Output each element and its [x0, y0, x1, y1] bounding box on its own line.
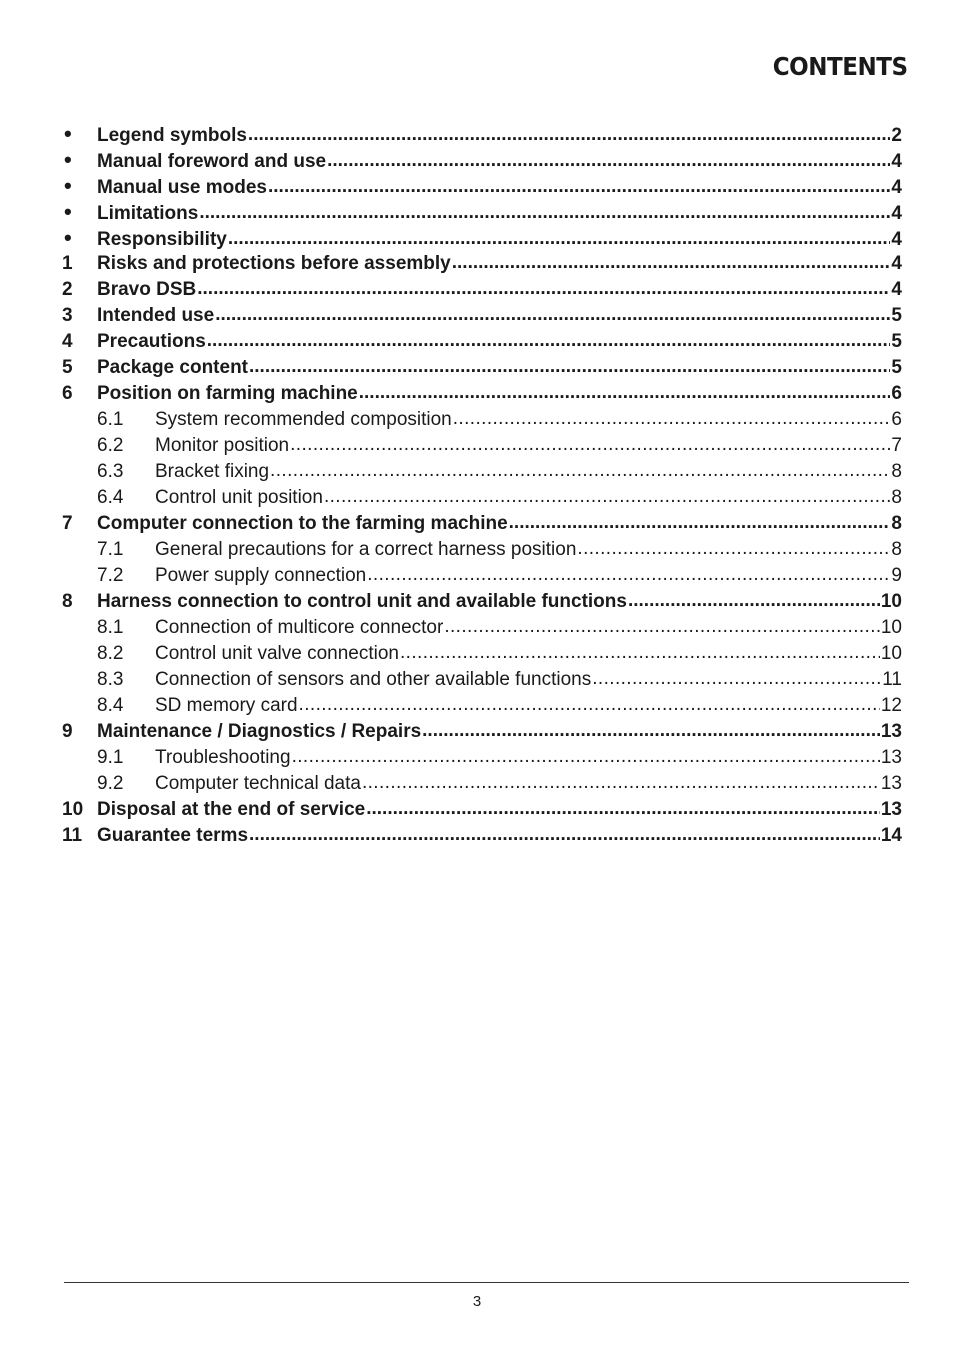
toc-entry-page: 8	[891, 487, 902, 508]
toc-entry-number: 2	[62, 279, 73, 300]
toc-entry-page: 10	[880, 643, 902, 664]
toc-entry-title: Control unit valve connection	[155, 643, 399, 664]
bullet-icon: •	[64, 147, 72, 172]
toc-entry-page: 5	[891, 357, 902, 378]
dot-leader	[228, 226, 891, 252]
toc-entry-number: 9.2	[97, 773, 124, 794]
dot-leader	[248, 122, 891, 148]
toc-entry-title: Harness connection to control unit and available functions	[97, 591, 627, 612]
toc-entry-page: 8	[891, 461, 902, 482]
toc-entry-page: 10	[880, 617, 902, 638]
dot-leader	[362, 770, 880, 796]
dot-leader	[268, 174, 890, 200]
bullet-icon: •	[64, 225, 72, 250]
toc-entry[interactable]	[62, 719, 902, 745]
dot-leader	[327, 148, 890, 174]
toc-entry[interactable]	[62, 563, 902, 589]
dot-leader	[207, 328, 891, 354]
toc-entry-page: 5	[891, 305, 902, 326]
dot-leader	[422, 718, 880, 744]
toc-entry-number: 6.3	[97, 461, 124, 482]
toc-entry-number: 6	[62, 383, 73, 404]
toc-entry-page: 2	[891, 125, 902, 146]
toc-entry-title: Disposal at the end of service	[97, 799, 366, 820]
toc-entry-page: 4	[891, 279, 902, 300]
toc-entry[interactable]	[62, 121, 902, 147]
toc-entry-page: 7	[891, 435, 902, 456]
toc-entry[interactable]	[62, 173, 902, 199]
toc-entry-page: 4	[891, 177, 902, 198]
toc-entry[interactable]	[62, 459, 902, 485]
toc-entry[interactable]	[62, 147, 902, 173]
toc-entry[interactable]	[62, 823, 902, 849]
toc-entry[interactable]	[62, 381, 902, 407]
toc-entry-title: Manual foreword and use	[97, 151, 327, 172]
dot-leader	[628, 588, 880, 614]
toc-entry-page: 11	[882, 669, 902, 690]
toc-entry-page: 6	[891, 409, 902, 430]
toc-entry-page: 9	[891, 565, 902, 586]
toc-entry-title: Bracket fixing	[155, 461, 270, 482]
toc-entry-number: 4	[62, 331, 73, 352]
toc-entry-number: 10	[62, 799, 84, 820]
toc-entry[interactable]	[62, 277, 902, 303]
toc-entry[interactable]	[62, 407, 902, 433]
dot-leader	[249, 354, 890, 380]
dot-leader	[366, 796, 880, 822]
toc-entry[interactable]	[62, 641, 902, 667]
toc-entry[interactable]	[62, 433, 902, 459]
bullet-icon: •	[64, 199, 72, 224]
toc-entry-title: Computer connection to the farming machine	[97, 513, 508, 534]
toc-entry-title: Risks and protections before assembly	[97, 253, 451, 274]
toc-entry-title: Legend symbols	[97, 125, 247, 146]
dot-leader	[452, 250, 891, 276]
toc-entry-title: Bravo DSB	[97, 279, 197, 300]
toc-entry-page: 4	[891, 229, 902, 250]
dot-leader	[592, 666, 881, 692]
dot-leader	[324, 484, 890, 510]
footer-divider	[64, 1282, 909, 1283]
toc-entry-number: 5	[62, 357, 73, 378]
toc-entry-page: 13	[880, 799, 902, 820]
dot-leader	[290, 432, 890, 458]
toc-entry-page: 12	[880, 695, 902, 716]
dot-leader	[249, 822, 880, 848]
toc-entry[interactable]	[62, 303, 902, 329]
dot-leader	[453, 406, 891, 432]
toc-entry[interactable]	[62, 615, 902, 641]
toc-entry[interactable]	[62, 797, 902, 823]
toc-entry-title: Manual use modes	[97, 177, 267, 198]
toc-entry-title: General precautions for a correct harness position	[155, 539, 577, 560]
dot-leader	[215, 302, 890, 328]
toc-entry-number: 6.1	[97, 409, 124, 430]
toc-entry-number: 11	[62, 825, 83, 846]
toc-entry-title: Troubleshooting	[155, 747, 291, 768]
toc-entry-number: 6.4	[97, 487, 124, 508]
dot-leader	[197, 276, 890, 302]
toc-entry[interactable]	[62, 251, 902, 277]
toc-entry[interactable]	[62, 537, 902, 563]
toc-entry-page: 4	[891, 253, 902, 274]
dot-leader	[199, 200, 890, 226]
dot-leader	[400, 640, 880, 666]
toc-entry-number: 1	[62, 253, 73, 274]
toc-entry-page: 10	[880, 591, 902, 612]
toc-entry-title: Connection of sensors and other available functions	[155, 669, 592, 690]
toc-entry-title: Limitations	[97, 203, 199, 224]
toc-entry[interactable]	[62, 485, 902, 511]
dot-leader	[292, 744, 880, 770]
toc-entry-title: Responsibility	[97, 229, 227, 250]
toc-entry-title: Guarantee terms	[97, 825, 249, 846]
toc-entry-number: 8.1	[97, 617, 124, 638]
toc-entry[interactable]	[62, 589, 902, 615]
toc-entry-number: 7	[62, 513, 73, 534]
toc-entry-title: Monitor position	[155, 435, 290, 456]
toc-entry-page: 13	[880, 773, 902, 794]
toc-entry-title: Precautions	[97, 331, 206, 352]
toc-entry-number: 7.1	[97, 539, 124, 560]
toc-entry-title: Position on farming machine	[97, 383, 358, 404]
toc-entry-title: SD memory card	[155, 695, 298, 716]
toc-entry[interactable]	[62, 329, 902, 355]
dot-leader	[299, 692, 880, 718]
toc-entry[interactable]	[62, 693, 902, 719]
toc-entry[interactable]	[62, 745, 902, 771]
footer-page-number: 3	[472, 1293, 482, 1310]
bullet-icon: •	[64, 173, 72, 198]
toc-entry-page: 4	[891, 151, 902, 172]
toc-entry[interactable]	[62, 225, 902, 251]
toc-entry-page: 13	[880, 747, 902, 768]
toc-entry[interactable]	[62, 771, 902, 797]
toc-entry-page: 13	[880, 721, 902, 742]
toc-entry-title: Control unit position	[155, 487, 323, 508]
dot-leader	[509, 510, 891, 536]
toc-entry[interactable]	[62, 667, 902, 693]
toc-entry-title: Package content	[97, 357, 248, 378]
toc-entry-number: 8.2	[97, 643, 124, 664]
toc-entry-page: 8	[891, 539, 902, 560]
toc-entry[interactable]	[62, 199, 902, 225]
toc-entry-number: 9.1	[97, 747, 124, 768]
toc-entry[interactable]	[62, 511, 902, 537]
toc-entry-number: 8.4	[97, 695, 124, 716]
toc-entry-title: Maintenance / Diagnostics / Repairs	[97, 721, 422, 742]
toc-entry-title: Intended use	[97, 305, 215, 326]
dot-leader	[577, 536, 890, 562]
toc-entry-title: Power supply connection	[155, 565, 367, 586]
toc-entry-number: 8.3	[97, 669, 124, 690]
toc-entry-number: 6.2	[97, 435, 124, 456]
toc-entry-page: 4	[891, 203, 902, 224]
toc-entry-number: 9	[62, 721, 73, 742]
toc-entry-number: 7.2	[97, 565, 124, 586]
dot-leader	[444, 614, 880, 640]
toc-entry-title: System recommended composition	[155, 409, 452, 430]
bullet-icon: •	[64, 121, 72, 146]
toc-entry-page: 14	[880, 825, 902, 846]
dot-leader	[359, 380, 891, 406]
toc-entry-number: 8	[62, 591, 73, 612]
dot-leader	[270, 458, 890, 484]
toc-entry-page: 6	[891, 383, 902, 404]
dot-leader	[367, 562, 890, 588]
toc-entry-title: Connection of multicore connector	[155, 617, 444, 638]
page-title: CONTENTS	[773, 52, 908, 81]
toc-entry-number: 3	[62, 305, 73, 326]
toc-entry-title: Computer technical data	[155, 773, 361, 794]
toc-entry[interactable]	[62, 355, 902, 381]
toc-entry-page: 5	[891, 331, 902, 352]
toc-entry-page: 8	[891, 513, 902, 534]
table-of-contents	[62, 121, 902, 849]
